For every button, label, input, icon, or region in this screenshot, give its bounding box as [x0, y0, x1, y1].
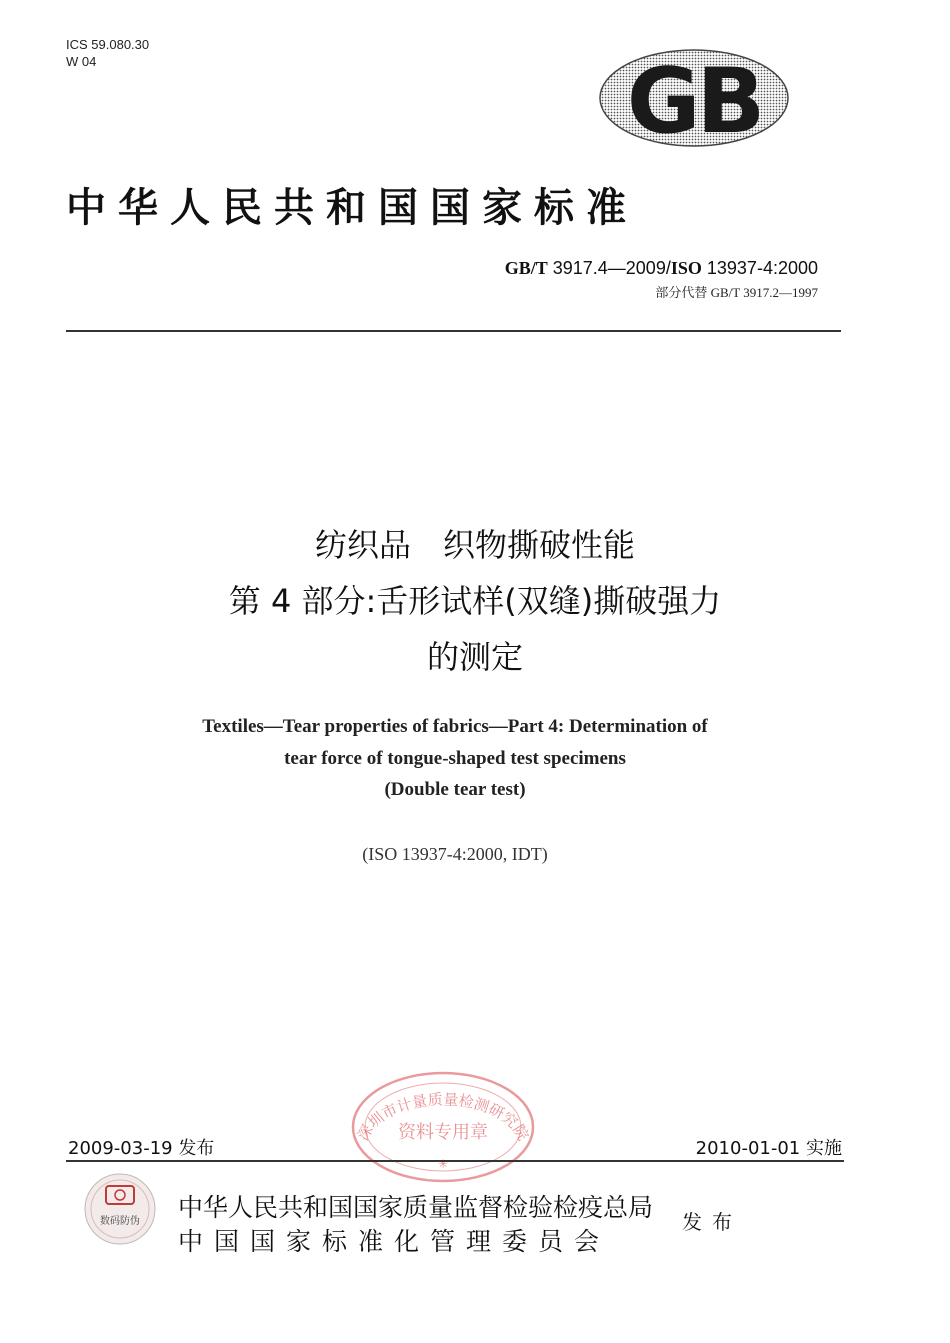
anti-counterfeit-seal: [80, 1172, 160, 1246]
standard-number: [505, 258, 818, 279]
replaces-note: 部分代替 GB/T 3917.2—1997: [655, 285, 818, 300]
footer-divider: [66, 1160, 844, 1162]
title-en-line1: Textiles—Tear properties of fabrics—Part 4: Determination of: [202, 716, 708, 737]
iso-equivalence: (ISO 13937-4:2000, IDT): [362, 844, 548, 864]
seal-label: 数码防伪: [100, 1216, 140, 1227]
category-code: W 04: [66, 54, 97, 69]
iso-number: 13937-4:2000: [706, 258, 818, 278]
title-cn-line3: 的测定: [426, 638, 523, 676]
title-en-line3: (Double tear test): [384, 779, 526, 800]
library-stamp: [348, 1068, 538, 1186]
gb-logo-text: GB: [626, 49, 762, 148]
implementation-date: 2010-01-01 实施: [695, 1138, 842, 1159]
gb-logo: [598, 48, 790, 148]
ics-code: ICS 59.080.30: [66, 37, 150, 52]
title-cn-line2: 第 4 部分:舌形试样(双缝)撕破强力: [228, 582, 722, 620]
issue-date: 2009-03-19 发布: [68, 1138, 215, 1159]
publish-label: 发布: [682, 1210, 742, 1234]
issuer-sac: 中国国家标准化管理委员会: [178, 1227, 611, 1256]
issuer-aqsiq: 中华人民共和国国家质量监督检验检疫总局: [178, 1193, 654, 1222]
ics-classification: [66, 36, 149, 70]
title-cn-line1: 纺织品 织物撕破性能: [314, 526, 635, 564]
iso-prefix: ISO: [670, 258, 702, 278]
standard-prefix: GB/T: [504, 258, 548, 278]
stamp-inner-text: 资料专用章: [398, 1122, 488, 1143]
header-divider: [66, 330, 841, 332]
stamp-star-icon: ✳: [437, 1157, 449, 1171]
national-standard-title: 中华人民共和国国家标准: [66, 185, 638, 231]
standard-number-main: 3917.4—2009/: [552, 258, 671, 278]
title-en-line2: tear force of tongue-shaped test specimens: [284, 748, 626, 769]
stamp-outer-text: 深圳市计量质量检测研究院: [353, 1090, 533, 1144]
